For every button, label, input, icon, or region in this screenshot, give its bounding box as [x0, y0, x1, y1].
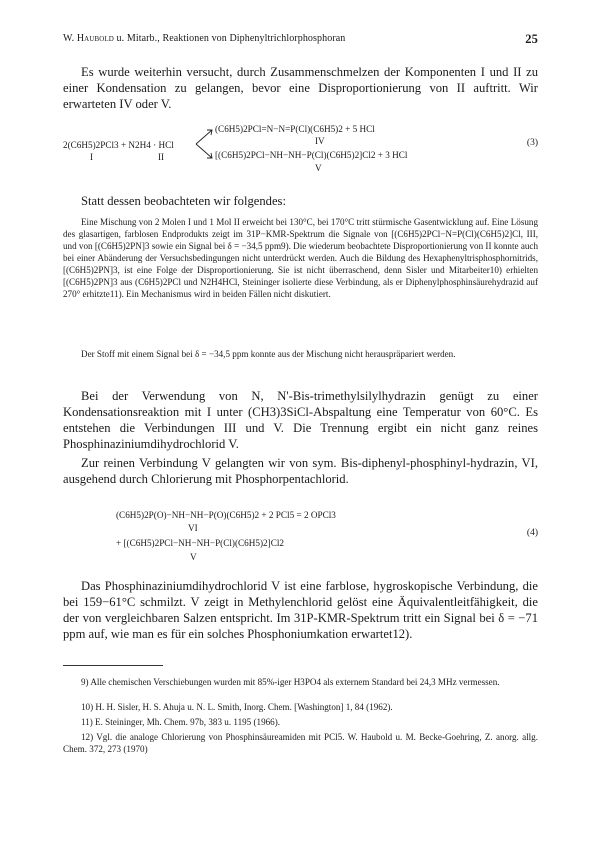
- eq4-label-V: V: [190, 552, 197, 562]
- eq3-number: (3): [526, 138, 538, 148]
- eq4-number: (4): [526, 528, 538, 538]
- page-number: 25: [525, 32, 538, 46]
- footnote-10: 10) H. H. Sisler, H. S. Ahuja u. N. L. Smith, Inorg. Chem. [Washington] 1, 84 (1962).: [81, 702, 393, 712]
- eq4-line2: + [(C6H5)2PCl−NH−NH−P(Cl)(C6H5)2]Cl2: [116, 538, 284, 548]
- header-author: W. Haubold: [63, 33, 114, 44]
- eq3-lhs: 2(C6H5)2PCl3 + N2H4 · HCl: [63, 140, 174, 150]
- eq3-product-top: (C6H5)2PCl=N−N=P(Cl)(C6H5)2 + 5 HCl: [215, 124, 375, 134]
- eq4-label-VI: VI: [188, 523, 198, 533]
- eq3-label-V: V: [315, 163, 322, 173]
- footnote-11: 11) E. Steininger, Mh. Chem. 97b, 383 u. 1195 (1966).: [81, 717, 281, 727]
- eq4-line1: (C6H5)2P(O)−NH−NH−P(O)(C6H5)2 + 2 PCl5 = 2 OPCl3: [116, 510, 336, 520]
- bis-silyl-paragraph: Bei der Verwendung von N, N'-Bis-trimethylsilylhydrazin genügt zu einer Kondensationsreaktion mit I unter (CH3)3SiCl-Abspaltung eine Temperatur von 60°C. Es entstehen die Verbindungen III und V. Die Trennung ergibt ein nicht ganz reines Phosphinaziniumdihydrochlorid V.: [63, 389, 538, 451]
- experimental-paragraph-2: Der Stoff mit einem Signal bei δ = −34,5 ppm konnte aus der Mischung nicht herauspräpariert werden.: [81, 349, 456, 359]
- eq3-label-IV: IV: [315, 136, 325, 146]
- final-paragraph: Das Phosphinaziniumdihydrochlorid V ist eine farblose, hygroskopische Verbindung, die bei 159−61°C schmilzt. V zeigt in Methylenchlorid gelöst eine Äquivalentleitfähigkeit, die der von vergleichbaren Salzen entspricht. Im 31P-KMR-Spektrum tritt ein Signal bei δ = −71 ppm auf, wie man es für ein solches Phosphoniumkation erwartet12).: [63, 579, 538, 641]
- running-header: [63, 33, 538, 44]
- eq3-product-bottom: [(C6H5)2PCl−NH−NH−P(Cl)(C6H5)2]Cl2 + 3 HCl: [215, 150, 408, 160]
- intro-paragraph: Es wurde weiterhin versucht, durch Zusammenschmelzen der Komponenten I und II zu einer Kondensation zu gelangen, bevor eine Disproportionierung von II auftritt. Wir erwarteten IV oder V.: [63, 65, 538, 111]
- footnote-12: 12) Vgl. die analoge Chlorierung von Phosphinsäureamiden mit PCl5. W. Haubold u. M. Becke-Goehring, Z. anorg. allg. Chem. 372, 273 (1970): [63, 732, 538, 754]
- header-title: u. Mitarb., Reaktionen von Diphenyltrichlorphosphoran: [113, 33, 346, 44]
- eq3-label-II: II: [158, 152, 165, 162]
- experimental-paragraph: Eine Mischung von 2 Molen I und 1 Mol II erweicht bei 130°C, bei 170°C tritt stürmische Gasentwicklung auf. Eine Lösung des glasartigen, farblosen Endprodukts zeigt im 31P−KMR-Spektrum die Signale von [(C6H5)2PCl−N=P(Cl)(C6H5)2]Cl, III, und von [(C6H5)2PN]3 sowie ein Signal bei δ = −34,5 ppm9). Die wiederum beobachtete Disproportionierung von II konnte auch bei einer Abänderung der Versuchsbedingungen nicht unterdrückt werden. Auch die Bildung des Hexaphenyltrisphosphornitrids, [(C6H5)2PN]3, ist eine Folge der Disproportionierung. Sie ist nicht überraschend, denn Sisler und Mitarbeiter10) erhielten [(C6H5)2PN]3 aus (C6H5)2PCl und N2H4HCl, Steininger isolierte diese Verbindung, als er Diphenylphosphinsäurehydrazid auf 270° erhitzte11). Ein Mechanismus wird in beiden Fällen nicht diskutiert.: [63, 217, 538, 299]
- eq3-branch-arrows: [194, 126, 216, 162]
- eq3-label-I: I: [90, 152, 94, 162]
- observed-line: Statt dessen beobachteten wir folgendes:: [81, 194, 286, 208]
- pure-compound-paragraph: Zur reinen Verbindung V gelangten wir von sym. Bis-diphenyl-phosphinyl-hydrazin, VI, ausgehend durch Chlorierung mit Phosphorpentachlorid.: [63, 456, 538, 486]
- footnote-rule: [63, 665, 163, 666]
- footnote-9: 9) Alle chemischen Verschiebungen wurden mit 85%-iger H3PO4 als externem Standard bei 24,3 MHz vermessen.: [81, 677, 500, 687]
